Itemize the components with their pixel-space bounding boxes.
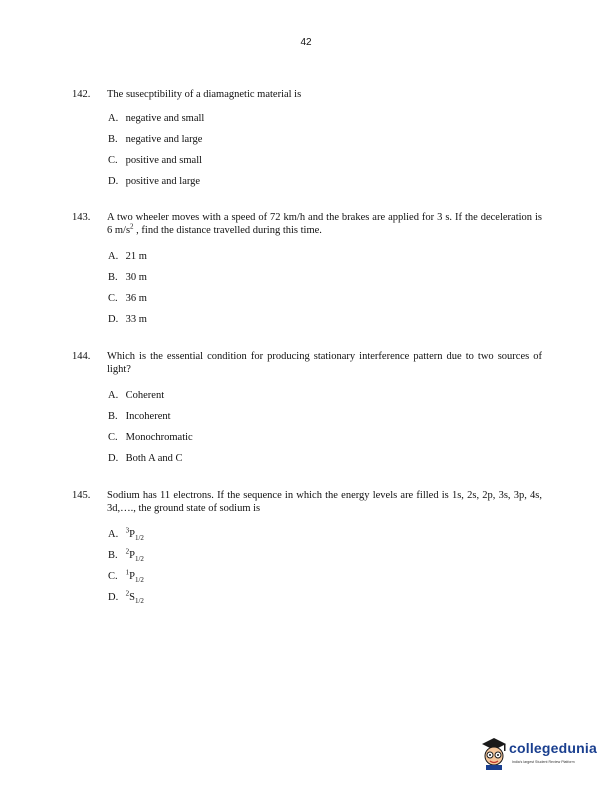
question-number: 143. [72,212,91,223]
option-a[interactable]: A. $^3P_{1/2}$ [108,526,144,543]
question-144 [72,350,542,376]
option-d[interactable]: D. $^2S_{1/2}$ [108,589,144,606]
question-142 [72,88,542,101]
question-text: The susecptibility of a diamagnetic material is [107,89,302,100]
option-c[interactable]: C. 36 m [108,293,147,304]
option-a[interactable]: A. 21 m [108,251,147,262]
option-c[interactable]: C. Monochromatic [108,432,193,443]
option-b[interactable]: B. Incoherent [108,411,171,422]
option-d[interactable]: D. Both A and C [108,453,183,464]
option-c[interactable]: C. $^1P_{1/2}$ [108,568,144,585]
logo-tagline: India's largest Student Review Platform [512,760,575,764]
option-c[interactable]: C. positive and small [108,155,203,166]
option-b[interactable]: B. $^2P_{1/2}$ [108,547,144,564]
collegedunia-logo[interactable] [479,736,599,776]
question-number: 142. [72,89,91,100]
question-143 [72,211,542,237]
option-d[interactable]: D. 33 m [108,314,147,325]
option-b[interactable]: B. 30 m [108,272,147,283]
option-a[interactable]: A. Coherent [108,390,165,401]
question-text: A two wheeler moves with a speed of 72 km/h and the brakes are applied for 3 s. If the deceleration is 6 $m/s^2$ , find the distance travelled during this time. [107,212,542,236]
question-text: Which is the essential condition for producing stationary interference pattern due to two sources of light? [107,351,542,375]
question-text: Sodium has 11 electrons. If the sequence in which the energy levels are filled is 1s, 2s, 2p, 3s, 3p, 4s, 3d,…., the ground state of sodium is [107,490,542,514]
graduate-mascot-icon [479,736,509,770]
page-number: 42 [300,37,312,48]
question-number: 145. [72,490,91,501]
logo-brand: collegedunia [509,740,597,756]
option-a[interactable]: A. negative and small [108,113,205,124]
option-b[interactable]: B. negative and large [108,134,203,145]
question-145 [72,489,542,515]
question-number: 144. [72,351,91,362]
option-d[interactable]: D. positive and large [108,176,201,187]
